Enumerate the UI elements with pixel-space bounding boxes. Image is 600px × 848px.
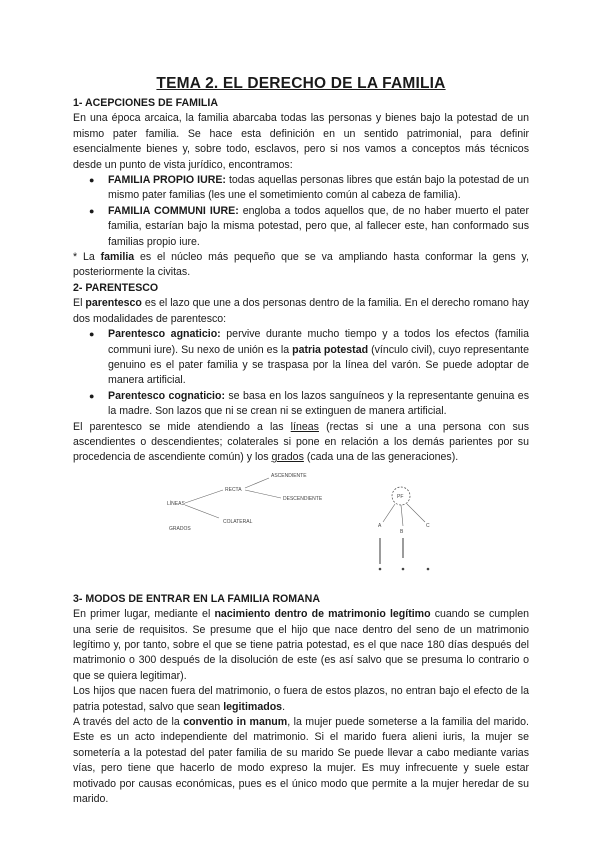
- label-pf: PF: [397, 493, 404, 500]
- section-heading-modos: 3- MODOS DE ENTRAR EN LA FAMILIA ROMANA: [73, 592, 320, 605]
- tree-node: [427, 567, 430, 570]
- bullet-list: [73, 327, 529, 419]
- bullet-icon: ●: [89, 390, 95, 401]
- bullet-icon: ●: [89, 175, 95, 186]
- label-b: B: [400, 528, 404, 535]
- tree-node: [379, 567, 382, 570]
- paragraph: El parentesco es el lazo que une a dos personas dentro de la familia. En el derecho romano hay dos modalidades de parentesco:: [73, 297, 529, 325]
- label-grados: GRADOS: [169, 525, 191, 532]
- paragraph: A través del acto de la conventio in manum, la mujer puede someterse a la familia del marido. Este es un acto independiente del matrimonio. Si el marido fuera alieni iuris, la mujer se sometería a la potestad del pater familia de su marido Se puede llevar a cabo mediante varias vías, pero tiene que hacerlo de modo expreso la mujer. Es muy infrecuente y suele estar motivado por causas económicas, pues es el único modo que permite a la mujer heredar de su marido.: [73, 716, 529, 806]
- connector-line: [185, 505, 219, 518]
- label-ascendiente: ASCENDIENTE: [271, 472, 307, 479]
- document-page: [73, 0, 529, 807]
- tree-edge: [383, 504, 395, 522]
- paragraph: En una época arcaica, la familia abarcaba todas las personas y bienes bajo la potestad de un mismo pater familia. Se hace esta definición en un sentido patrimonial, para definir esencialmente bienes y, sobre todo, esclavos, pero si nos vamos a conceptos más técnicos desde un punto de vista jurídico, encontramos:: [73, 112, 529, 171]
- label-recta: RECTA: [225, 486, 242, 493]
- paragraph: En primer lugar, mediante el nacimiento dentro de matrimonio legítimo cuando se cumplen una serie de requisitos. Se presume que el hijo que nace dentro del seno de un matrimonio legítimo y, por tanto, sobre el que se tiene patria potestad, es el que nace 180 días después del matrimonio o 300 después de la disolución de este (es así salvo que se presuma lo contrario o que se quiera legitimar).: [73, 608, 529, 682]
- list-item: ● Parentesco cognaticio: se basa en los lazos sanguíneos y la representante genuina es la madre. Son lazos que ni se crean ni se extinguen de manera artificial.: [89, 389, 529, 418]
- bullet-list: [73, 173, 529, 250]
- bullet-icon: ●: [89, 205, 95, 216]
- kinship-diagram: [73, 468, 529, 588]
- label-colateral: COLATERAL: [223, 518, 253, 525]
- tree-node: [402, 567, 405, 570]
- connector-line: [245, 490, 281, 498]
- label-c: C: [426, 522, 430, 529]
- bullet-icon: ●: [89, 329, 95, 340]
- connector-line: [185, 490, 223, 503]
- list-item: ● FAMILIA COMMUNI IURE: engloba a todos aquellos que, de no haber muerto el pater familia, estarían bajo la misma potestad, pero que, al fallecer este, han conformado sus familias propio iure.: [89, 204, 529, 248]
- kinship-diagram-svg: [73, 468, 529, 588]
- paragraph: El parentesco se mide atendiendo a las líneas (rectas si une a una persona con sus ascendientes o descendientes; colaterales si pone en relación a los demás parientes por su procedencia de ascendiente común) y los grados (cada una de las generaciones).: [73, 420, 530, 464]
- section-heading-acepciones: 1- ACEPCIONES DE FAMILIA: [73, 97, 218, 109]
- label-a: A: [378, 522, 382, 529]
- note-paragraph: * La familia es el núcleo más pequeño que se va ampliando hasta conformar la gens y, posteriormente la civitas.: [73, 251, 530, 279]
- paragraph: Los hijos que nacen fuera del matrimonio, o fuera de estos plazos, no entran bajo el efecto de la patria potestad, salvo que sean legitimados.: [73, 685, 529, 713]
- connector-line: [245, 478, 269, 488]
- page-title: TEMA 2. EL DERECHO DE LA FAMILIA: [156, 75, 446, 92]
- list-item: ● FAMILIA PROPIO IURE: todas aquellas personas libres que están bajo la potestad de un mismo pater familias (les une el sometimiento común al cabeza de familia).: [89, 174, 529, 202]
- tree-edge: [401, 505, 403, 526]
- section-heading-parentesco: 2- PARENTESCO: [73, 281, 159, 294]
- tree-edge: [407, 504, 425, 522]
- list-item: ● Parentesco agnaticio: pervive durante mucho tiempo y a todos los efectos (familia communi iure). Su nexo de unión es la patria potestad (vínculo civil), cuyo representante genuino es el pater familia y se traspasa por la línea del varón. Se puede adoptar de manera artificial.: [89, 328, 529, 387]
- label-descendiente: DESCENDIENTE: [283, 495, 323, 502]
- label-lineas: LÍNEAS: [167, 500, 185, 507]
